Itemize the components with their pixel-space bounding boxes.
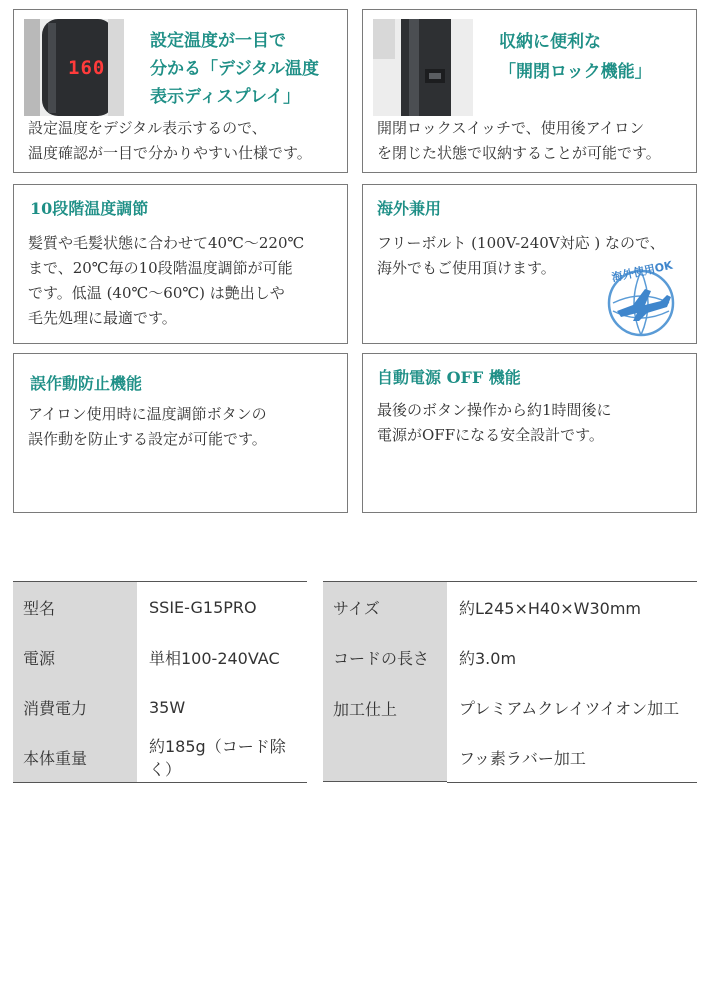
spec-row xyxy=(323,632,697,683)
feature-description: アイロン使用時に温度調節ボタンの 誤作動を防止する設定が可能です。 xyxy=(28,405,267,448)
feature-description: フリーボルト (100V-240V対応 ) なので、 海外でもご使用頂けます。 xyxy=(377,234,665,277)
spec-value: 35W xyxy=(137,682,307,732)
feature-description: 髪質や毛髪状態に合わせて40℃～220℃ まで、20℃毎の10段階温度調節が可能 です。低温 (40℃～60℃) は艶出しや 毛先処理に最適です。 xyxy=(28,234,305,327)
spec-label: 本体重量 xyxy=(13,732,137,782)
spec-label: 型名 xyxy=(13,582,137,632)
open-lock-photo xyxy=(373,19,473,116)
spec-table-left xyxy=(13,581,307,783)
feature-card-digital-display xyxy=(13,9,348,173)
spec-label: サイズ xyxy=(323,582,447,632)
spec-row xyxy=(13,632,307,683)
feature-description: 最後のボタン操作から約1時間後に 電源がOFFになる安全設計です。 xyxy=(377,401,612,444)
temperature-display-reading: 160 xyxy=(68,57,106,79)
spec-row xyxy=(13,732,307,783)
feature-card-misoperation xyxy=(13,353,348,513)
feature-title: 10段階温度調節 xyxy=(30,199,149,218)
feature-title: 海外兼用 xyxy=(377,199,442,218)
feature-title: 誤作動防止機能 xyxy=(30,374,143,393)
spec-label: コードの長さ xyxy=(323,632,447,682)
spec-label: 電源 xyxy=(13,632,137,682)
spec-value: 約185g（コード除く） xyxy=(137,732,307,782)
spec-row xyxy=(323,582,697,633)
feature-title: 自動電源 OFF 機能 xyxy=(377,368,521,387)
spec-row xyxy=(447,682,697,732)
overseas-ok-badge xyxy=(599,259,685,339)
spec-row xyxy=(13,682,307,733)
badge-text: 海外使用OK xyxy=(610,258,674,285)
feature-card-overseas xyxy=(362,184,697,344)
digital-display-photo xyxy=(24,19,124,116)
feature-title: 設定温度が一目で 分かる「デジタル温度 表示ディスプレイ」 xyxy=(150,31,319,107)
spec-value: 約L245×H40×W30mm xyxy=(447,582,697,632)
feature-card-open-lock xyxy=(362,9,697,173)
spec-table-right xyxy=(323,581,697,783)
spec-value: 約3.0m xyxy=(447,632,697,682)
feature-title: 収納に便利な 「開閉ロック機能」 xyxy=(499,32,652,82)
feature-card-auto-power-off xyxy=(362,353,697,513)
spec-row xyxy=(447,732,697,783)
spec-value: SSIE-G15PRO xyxy=(137,582,307,632)
spec-value: 単相100-240VAC xyxy=(137,632,307,682)
spec-label xyxy=(323,682,447,782)
spec-value: フッ素ラバー加工 xyxy=(447,732,697,782)
spec-label: 消費電力 xyxy=(13,682,137,732)
spec-label-text: 加工仕上 xyxy=(333,700,398,719)
feature-description: 設定温度をデジタル表示するので、 温度確認が一目で分かりやすい仕様です。 xyxy=(28,119,312,162)
spec-value: プレミアムクレイツイオン加工 xyxy=(447,682,697,732)
feature-description: 開閉ロックスイッチで、使用後アイロン を閉じた状態で収納することが可能です。 xyxy=(377,119,661,162)
feature-card-temperature-steps xyxy=(13,184,348,344)
spec-row xyxy=(13,582,307,633)
